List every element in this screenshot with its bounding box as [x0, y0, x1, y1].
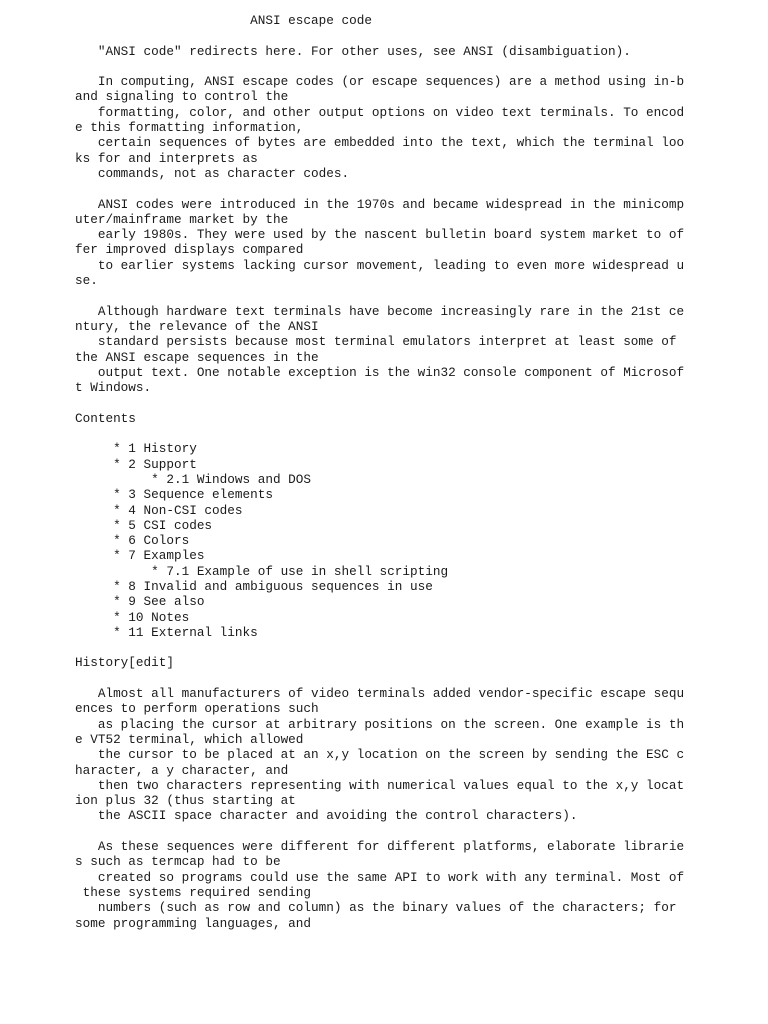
- text-line: as placing the cursor at arbitrary positions on the screen. One example is th: [75, 716, 685, 732]
- toc-item: * 1 History: [75, 441, 197, 457]
- text-line: ANSI codes were introduced in the 1970s and became widespread in the minicomp: [75, 196, 685, 212]
- text-line: numbers (such as row and column) as the binary values of the characters; for: [75, 900, 677, 916]
- text-line: the cursor to be placed at an x,y location on the screen by sending the ESC c: [75, 747, 685, 763]
- text-line: then two characters representing with numerical values equal to the x,y locat: [75, 777, 685, 793]
- text-line: s such as termcap had to be: [75, 854, 281, 870]
- toc-item: * 10 Notes: [75, 609, 190, 625]
- toc-item: * 3 Sequence elements: [75, 487, 273, 503]
- text-line: created so programs could use the same API to work with any terminal. Most of: [75, 869, 685, 885]
- text-line: some programming languages, and: [75, 915, 312, 931]
- document-page: [75, 13, 685, 931]
- blank-line: [75, 640, 675, 655]
- text-line: standard persists because most terminal emulators interpret at least some of: [75, 334, 677, 350]
- page-title: ANSI escape code: [75, 13, 372, 28]
- blank-line: [75, 824, 675, 839]
- text-line: commands, not as character codes.: [75, 165, 350, 181]
- toc-item: * 8 Invalid and ambiguous sequences in use: [75, 578, 433, 594]
- toc-item: * 2.1 Windows and DOS: [75, 471, 312, 487]
- text-line: se.: [75, 273, 98, 289]
- text-line: certain sequences of bytes are embedded into the text, which the terminal loo: [75, 135, 685, 151]
- text-line: early 1980s. They were used by the nascent bulletin board system market to of: [75, 227, 685, 243]
- blank-line: [75, 395, 675, 410]
- toc-item: * 6 Colors: [75, 533, 190, 549]
- text-line: fer improved displays compared: [75, 242, 304, 258]
- blank-line: [75, 181, 675, 196]
- text-line: and signaling to control the: [75, 89, 289, 105]
- blank-line: [75, 426, 675, 441]
- text-line: ion plus 32 (thus starting at: [75, 793, 296, 809]
- text-line: haracter, a y character, and: [75, 762, 289, 778]
- text-line: output text. One notable exception is the win32 console component of Microsof: [75, 364, 685, 380]
- blank-line: [75, 288, 675, 303]
- text-line: "ANSI code" redirects here. For other uses, see ANSI (disambiguation).: [75, 43, 631, 59]
- text-line: ences to perform operations such: [75, 701, 319, 717]
- section-heading-history: History[edit]: [75, 655, 174, 671]
- toc-item: * 7 Examples: [75, 548, 205, 564]
- toc-item: * 7.1 Example of use in shell scripting: [75, 563, 449, 579]
- toc-item: * 11 External links: [75, 624, 258, 640]
- text-line: e VT52 terminal, which allowed: [75, 731, 304, 747]
- text-line: the ANSI escape sequences in the: [75, 349, 319, 365]
- toc-item: * 9 See also: [75, 594, 205, 610]
- text-line: these systems required sending: [75, 884, 312, 900]
- blank-line: [75, 59, 675, 74]
- toc-item: * 5 CSI codes: [75, 517, 213, 533]
- text-line: to earlier systems lacking cursor movement, leading to even more widespread u: [75, 257, 685, 273]
- text-line: formatting, color, and other output options on video text terminals. To encod: [75, 104, 685, 120]
- blank-line: [75, 28, 675, 43]
- text-line: ks for and interprets as: [75, 150, 258, 166]
- contents-heading: Contents: [75, 410, 136, 426]
- text-line: As these sequences were different for different platforms, elaborate librarie: [75, 839, 685, 855]
- text-line: Although hardware text terminals have become increasingly rare in the 21st ce: [75, 303, 685, 319]
- text-line: Almost all manufacturers of video terminals added vendor-specific escape sequ: [75, 686, 685, 702]
- text-line: ntury, the relevance of the ANSI: [75, 318, 319, 334]
- toc-item: * 2 Support: [75, 456, 197, 472]
- blank-line: [75, 671, 675, 686]
- text-line: the ASCII space character and avoiding the control characters).: [75, 808, 578, 824]
- text-line: t Windows.: [75, 380, 152, 396]
- text-line: In computing, ANSI escape codes (or escape sequences) are a method using in-b: [75, 74, 685, 90]
- text-line: e this formatting information,: [75, 120, 304, 136]
- toc-item: * 4 Non-CSI codes: [75, 502, 243, 518]
- text-line: uter/mainframe market by the: [75, 211, 289, 227]
